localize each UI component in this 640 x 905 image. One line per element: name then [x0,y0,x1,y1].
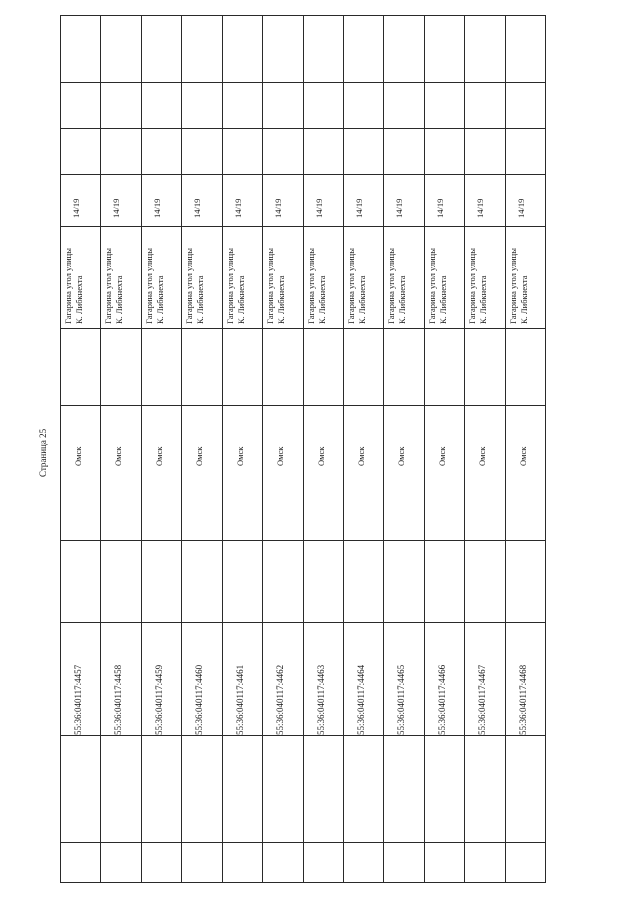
address-line-2: К. Либкнехта [316,275,327,324]
address-line-1: Гагарина угол улицы [265,248,276,324]
city-name: Омск [153,446,164,466]
cadastral-number: 55:36:040117:4460 [194,664,205,735]
city-name: Омск [436,446,447,466]
house-number: 14/19 [71,198,81,218]
address-line-1: Гагарина угол улицы [507,248,518,324]
address-line-1: Гагарина угол улицы [386,248,397,324]
house-number: 14/19 [475,198,486,218]
address-line-2: К. Либкнехта [356,275,367,324]
table-rule-vertical [424,15,425,883]
cadastral-number: 55:36:040117:4467 [477,664,488,735]
address-line-2: К. Либкнехта [518,275,529,324]
city-name: Омск [113,446,124,466]
cadastral-number: 55:36:040117:4461 [234,664,245,735]
city-name: Омск [396,446,407,466]
city-name: Омск [477,446,488,466]
city-name: Омск [234,446,245,466]
cadastral-number: 55:36:040117:4464 [355,664,366,735]
cadastral-number: 55:36:040117:4459 [153,664,164,735]
table-rule-vertical [60,15,61,883]
house-number: 14/19 [313,198,324,218]
house-number: 14/19 [111,198,122,218]
address-line-1: Гагарина угол улицы [224,248,235,324]
address-line-2: К. Либкнехта [114,275,125,324]
address-line-1: Гагарина угол улицы [467,248,478,324]
address-line-2: К. Либкнехта [154,275,165,324]
table-rule-vertical [343,15,344,883]
address-line-1: Гагарина угол улицы [426,248,437,324]
address-line-1: Гагарина угол улицы [63,248,73,324]
table-rule-vertical [545,15,546,883]
city-name: Омск [73,446,83,466]
address-line-2: К. Либкнехта [235,275,246,324]
table-rule-vertical [100,15,101,883]
address-line-2: К. Либкнехта [276,275,287,324]
table-rule-vertical [181,15,182,883]
address-line-1: Гагарина угол улицы [143,248,154,324]
cadastral-number: 55:36:040117:4457 [73,664,83,735]
cadastral-number: 55:36:040117:4462 [275,664,286,735]
house-number: 14/19 [273,198,284,218]
address-line-2: К. Либкнехта [437,275,448,324]
cadastral-number: 55:36:040117:4468 [517,664,528,735]
address-line-2: К. Либкнехта [397,275,408,324]
address-line-2: К. Либкнехта [195,275,206,324]
page-number-label: Страница 25 [38,428,48,477]
city-name: Омск [194,446,205,466]
house-number: 14/19 [192,198,203,218]
table-rule-vertical [383,15,384,883]
table-rule-vertical [464,15,465,883]
cadastral-number: 55:36:040117:4463 [315,664,326,735]
table-rule-vertical [303,15,304,883]
table-rule-vertical [505,15,506,883]
house-number: 14/19 [232,198,243,218]
city-name: Омск [517,446,528,466]
address-line-2: К. Либкнехта [74,275,84,324]
table-rule-vertical [262,15,263,883]
cadastral-number: 55:36:040117:4466 [436,664,447,735]
address-line-1: Гагарина угол улицы [305,248,316,324]
address-line-1: Гагарина угол улицы [345,248,356,324]
address-line-1: Гагарина угол улицы [184,248,195,324]
house-number: 14/19 [434,198,445,218]
house-number: 14/19 [353,198,364,218]
table-rule-vertical [141,15,142,883]
table-rule-vertical [222,15,223,883]
house-number: 14/19 [151,198,162,218]
address-line-2: К. Либкнехта [478,275,489,324]
address-line-1: Гагарина угол улицы [103,248,114,324]
city-name: Омск [315,446,326,466]
cadastral-number: 55:36:040117:4458 [113,664,124,735]
city-name: Омск [275,446,286,466]
house-number: 14/19 [394,198,405,218]
cadastral-number: 55:36:040117:4465 [396,664,407,735]
city-name: Омск [355,446,366,466]
house-number: 14/19 [515,198,526,218]
